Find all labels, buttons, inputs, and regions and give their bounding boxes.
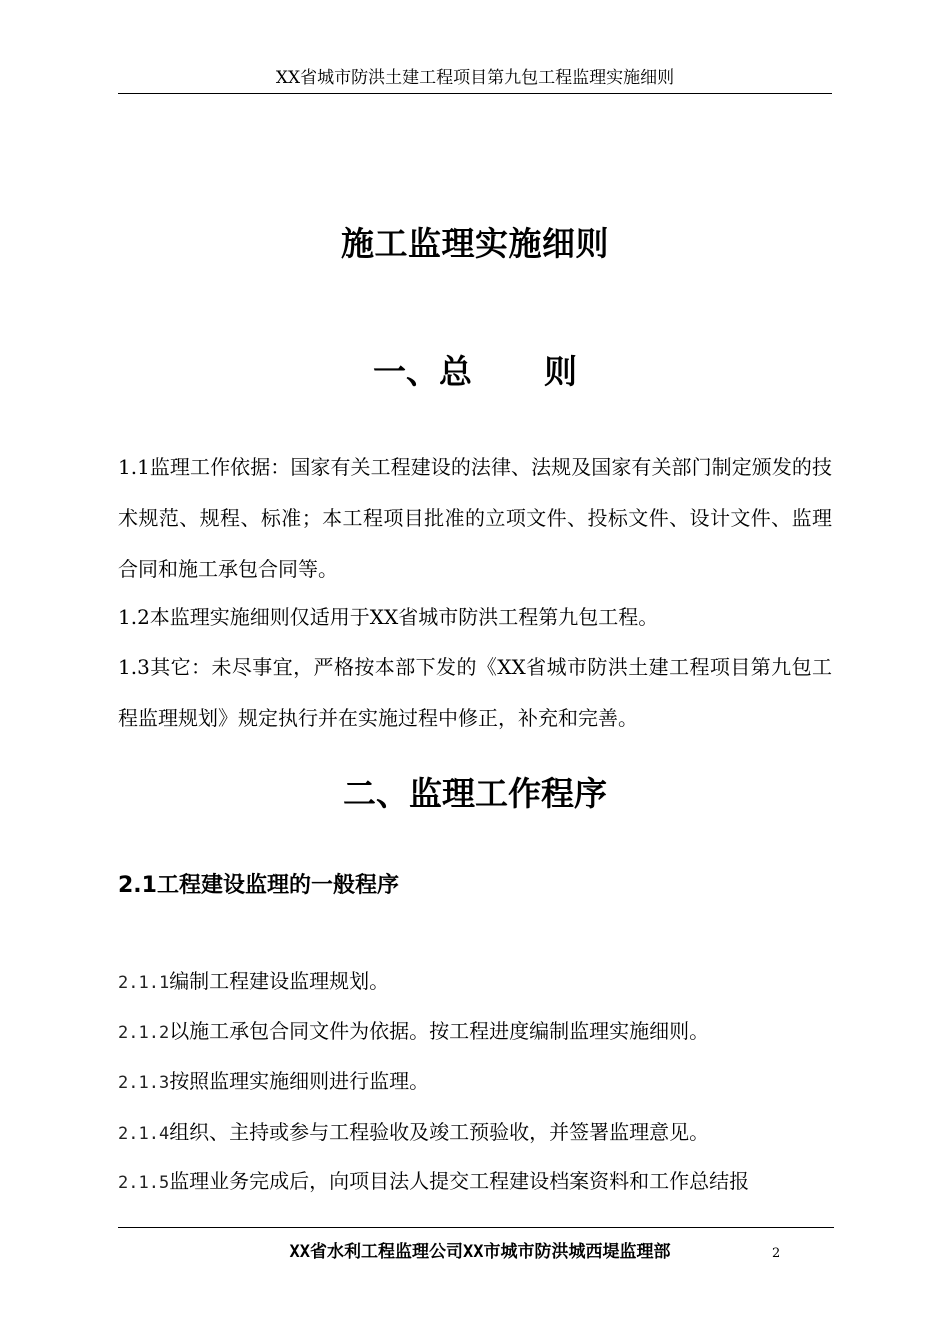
list-item	[118, 1016, 832, 1048]
page-header: XX省城市防洪土建工程项目第九包工程监理实施细则	[275, 68, 675, 88]
section-1-heading-part2: 则	[544, 352, 577, 391]
page-footer: XX省水利工程监理公司XX市城市防洪城西堤监理部	[289, 1242, 671, 1262]
paragraph-1-3: 1.3其它：未尽事宜，严格按本部下发的《XX省城市防洪土建工程项目第九包工程监理规划》规定执行并在实施过程中修正，补充和完善。	[118, 655, 832, 730]
list-item	[118, 1166, 832, 1198]
list-item	[118, 1066, 832, 1098]
list-item-text: 监理业务完成后，向项目法人提交工程建设档案资料和工作总结报	[169, 1169, 750, 1193]
header-divider	[118, 93, 832, 94]
list-item-number: 2.1.4	[118, 1124, 170, 1144]
list-item-text: 以施工承包合同文件为依据。按工程进度编制监理实施细则。	[169, 1019, 710, 1043]
page-number: 2	[772, 1246, 781, 1261]
footer-divider	[118, 1227, 834, 1228]
list-item	[118, 1117, 832, 1149]
document-title: 施工监理实施细则	[341, 224, 609, 263]
list-item	[118, 966, 832, 998]
paragraph-1-2: 1.2本监理实施细则仅适用于XX省城市防洪工程第九包工程。	[118, 605, 659, 629]
section-2-heading: 二、监理工作程序	[343, 774, 607, 813]
list-item-number: 2.1.1	[118, 973, 170, 993]
list-item-text: 编制工程建设监理规划。	[169, 969, 390, 993]
section-1-heading-part1: 一、总	[373, 352, 472, 391]
subsection-2-1-heading: 2.1工程建设监理的一般程序	[118, 873, 399, 898]
paragraph-1-1: 1.1监理工作依据：国家有关工程建设的法律、法规及国家有关部门制定颁发的技术规范、规程、标准；本工程项目批准的立项文件、投标文件、设计文件、监理合同和施工承包合同等。	[118, 455, 832, 581]
list-item-text: 组织、主持或参与工程验收及竣工预验收，并签署监理意见。	[169, 1120, 710, 1144]
list-item-number: 2.1.2	[118, 1023, 170, 1043]
list-item-number: 2.1.5	[118, 1173, 170, 1193]
list-item-number: 2.1.3	[118, 1073, 170, 1093]
list-item-text: 按照监理实施细则进行监理。	[169, 1069, 430, 1093]
section-1-heading	[118, 350, 832, 394]
